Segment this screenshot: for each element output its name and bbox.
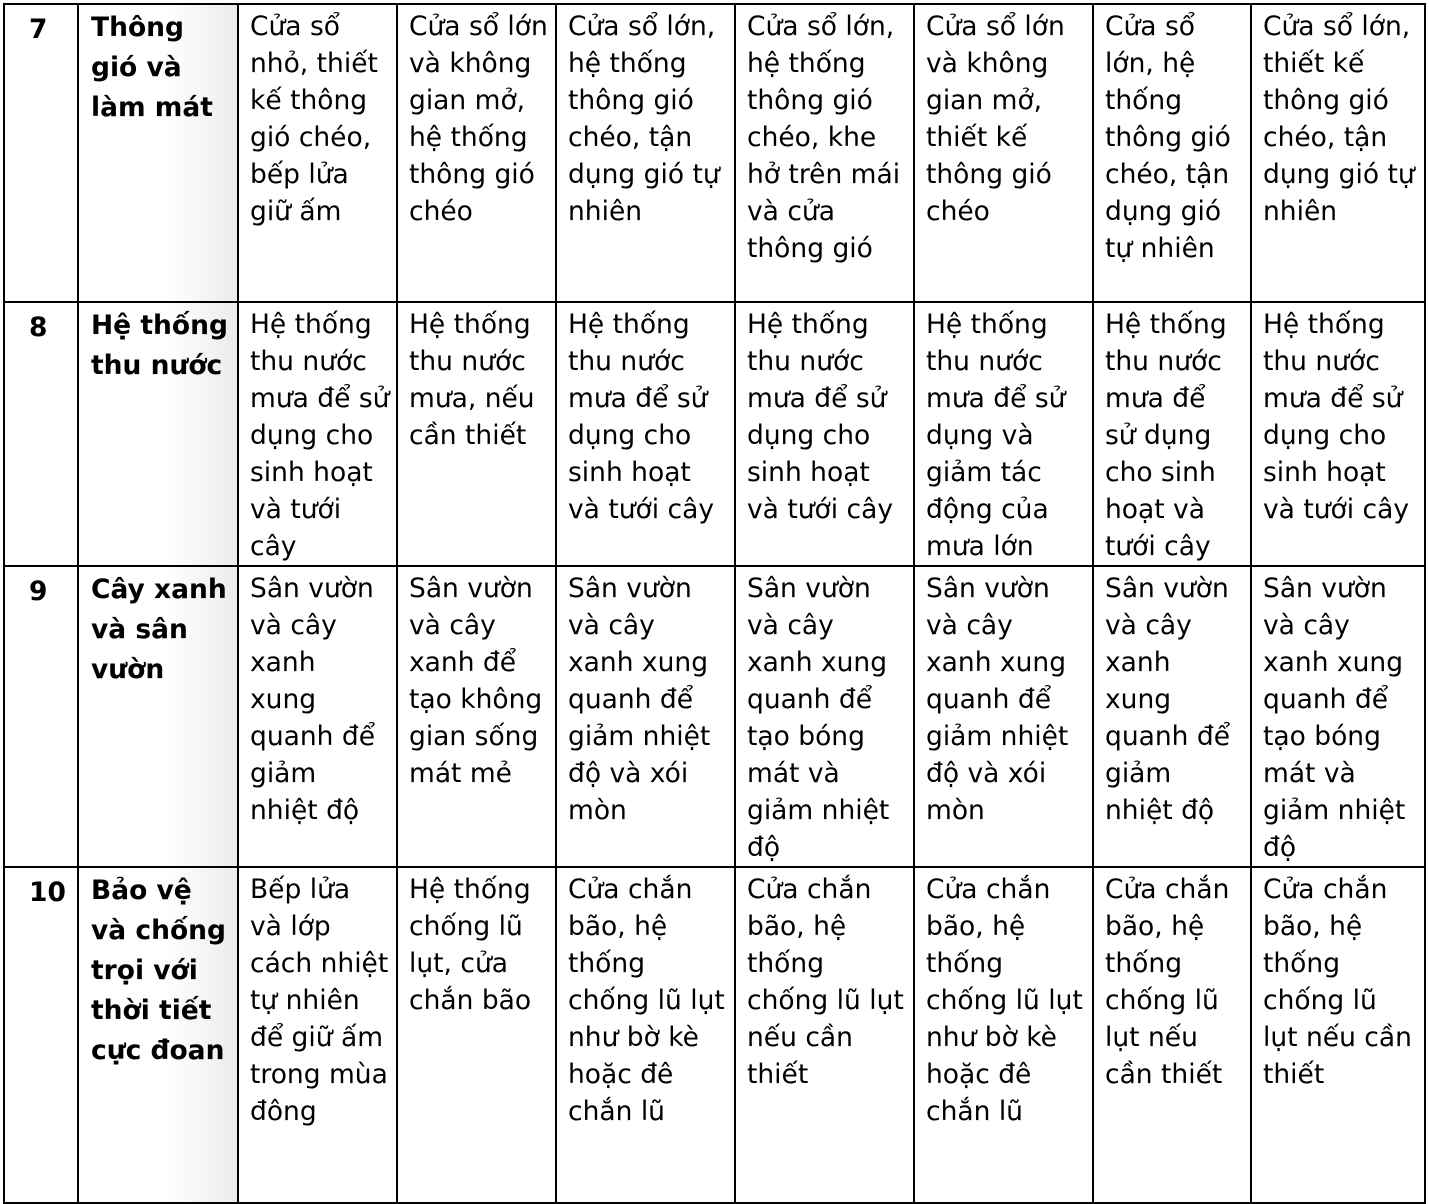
table-cell: Cửa chắn bão, hệ thống chống lũ lụt như bờ kè hoặc đê chắn lũ [556,867,735,1203]
table-cell: Cửa sổ lớn, hệ thống thông gió chéo, khe hở trên mái và cửa thông gió [735,4,914,302]
table-cell: Cửa sổ nhỏ, thiết kế thông gió chéo, bếp lửa giữ ấm [238,4,397,302]
table-cell: Hệ thống thu nước mưa, nếu cần thiết [397,302,556,566]
table-cell: Cửa sổ lớn và không gian mở, thiết kế thông gió chéo [914,4,1093,302]
table-cell: Cửa chắn bão, hệ thống chống lũ lụt nếu cần thiết [1251,867,1425,1203]
table-row [4,302,1425,566]
table-cell: Bếp lửa và lớp cách nhiệt tự nhiên để giữ ấm trong mùa đông [238,867,397,1203]
row-number: 8 [4,302,78,566]
table-row [4,4,1425,302]
table-cell: Hệ thống thu nước mưa để sử dụng và giảm tác động của mưa lớn [914,302,1093,566]
row-heading: Bảo vệ và chống trọi với thời tiết cực đoan [78,867,238,1203]
table-cell: Cửa sổ lớn và không gian mở, hệ thống thông gió chéo [397,4,556,302]
row-number: 7 [4,4,78,302]
table-cell: Cửa chắn bão, hệ thống chống lũ lụt như bờ kè hoặc đê chắn lũ [914,867,1093,1203]
table-cell: Hệ thống thu nước mưa để sử dụng cho sinh hoạt và tưới cây [238,302,397,566]
table-cell: Sân vườn và cây xanh xung quanh để giảm nhiệt độ [238,566,397,867]
table-cell: Sân vườn và cây xanh xung quanh để tạo bóng mát và giảm nhiệt độ [735,566,914,867]
table-cell: Hệ thống thu nước mưa để sử dụng cho sinh hoạt và tưới cây [1251,302,1425,566]
comparison-table [3,3,1426,1204]
table-cell: Cửa chắn bão, hệ thống chống lũ lụt nếu cần thiết [1093,867,1251,1203]
table-cell: Cửa chắn bão, hệ thống chống lũ lụt nếu cần thiết [735,867,914,1203]
row-number: 10 [4,867,78,1203]
table-row [4,566,1425,867]
table-cell: Sân vườn và cây xanh xung quanh để giảm nhiệt độ và xói mòn [914,566,1093,867]
table-cell: Sân vườn và cây xanh xung quanh để giảm nhiệt độ và xói mòn [556,566,735,867]
table-cell: Hệ thống thu nước mưa để sử dụng cho sinh hoạt và tưới cây [556,302,735,566]
table-cell: Cửa sổ lớn, thiết kế thông gió chéo, tận dụng gió tự nhiên [1251,4,1425,302]
row-number: 9 [4,566,78,867]
table-cell: Sân vườn và cây xanh để tạo không gian sống mát mẻ [397,566,556,867]
table-cell: Hệ thống thu nước mưa để sử dụng cho sinh hoạt và tưới cây [735,302,914,566]
table-cell: Hệ thống chống lũ lụt, cửa chắn bão [397,867,556,1203]
table-row [4,867,1425,1203]
table-cell: Hệ thống thu nước mưa để sử dụng cho sinh hoạt và tưới cây [1093,302,1251,566]
table-cell: Sân vườn và cây xanh xung quanh để giảm nhiệt độ [1093,566,1251,867]
table-cell: Cửa sổ lớn, hệ thống thông gió chéo, tận dụng gió tự nhiên [1093,4,1251,302]
row-heading: Thông gió và làm mát [78,4,238,302]
table-cell: Sân vườn và cây xanh xung quanh để tạo bóng mát và giảm nhiệt độ [1251,566,1425,867]
row-heading: Cây xanh và sân vườn [78,566,238,867]
table-cell: Cửa sổ lớn, hệ thống thông gió chéo, tận dụng gió tự nhiên [556,4,735,302]
row-heading: Hệ thống thu nước [78,302,238,566]
